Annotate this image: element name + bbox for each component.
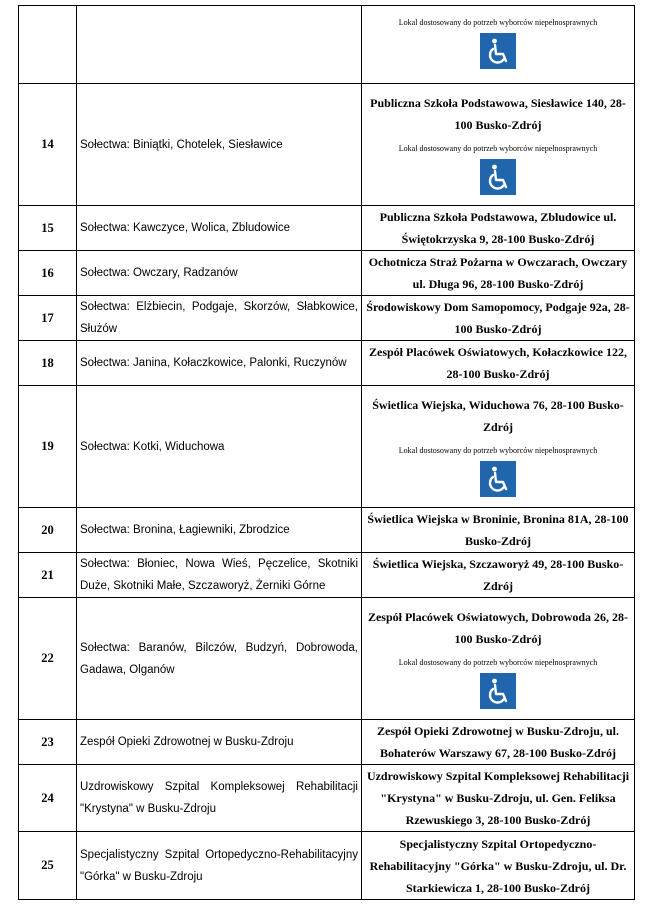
district-area: Sołectwa: Błoniec, Nowa Wieś, Pęczelice, Skotniki Duże, Skotniki Małe, Szczaworyż, Żerniki Górne <box>77 553 362 598</box>
district-area: Sołectwa: Baranów, Bilczów, Budzyń, Dobrowoda, Gadawa, Olganów <box>77 598 362 720</box>
district-number: 25 <box>19 832 77 900</box>
polling-address: Świetlica Wiejska, Widuchowa 76, 28-100 Busko-Zdrój <box>372 397 624 434</box>
district-number: 23 <box>19 720 77 765</box>
polling-location <box>362 84 635 206</box>
table-row <box>19 720 635 765</box>
polling-address: Zespół Opieki Zdrowotnej w Busku-Zdroju, ul. Bohaterów Warszawy 67, 28-100 Busko-Zdrój <box>377 724 619 760</box>
table-row <box>19 508 635 553</box>
polling-address: Świetlica Wiejska w Broninie, Bronina 81A, 28-100 Busko-Zdrój <box>367 512 629 548</box>
polling-location <box>362 598 635 720</box>
polling-address: Świetlica Wiejska, Szczaworyż 49, 28-100 Busko-Zdrój <box>372 557 624 593</box>
wheelchair-icon <box>480 461 516 497</box>
polling-location <box>362 832 635 900</box>
district-area: Sołectwa: Janina, Kołaczkowice, Palonki, Ruczynów <box>77 341 362 386</box>
accessibility-note: Lokal dostosowany do potrzeb wyborców niepełnosprawnych <box>398 657 598 667</box>
district-area: Sołectwa: Kawczyce, Wolica, Zbludowice <box>77 206 362 251</box>
district-area <box>77 6 362 84</box>
district-area: Sołectwa: Owczary, Radzanów <box>77 251 362 296</box>
polling-address: Środowiskowy Dom Samopomocy, Podgaje 92a, 28-100 Busko-Zdrój <box>366 300 630 336</box>
polling-address: Ochotnicza Straż Pożarna w Owczarach, Owczary ul. Długa 96, 28-100 Busko-Zdrój <box>368 255 628 291</box>
polling-location <box>362 508 635 553</box>
district-number <box>19 6 77 84</box>
table-row <box>19 386 635 508</box>
wheelchair-icon <box>480 673 516 709</box>
table-row <box>19 84 635 206</box>
polling-address: Publiczna Szkoła Podstawowa, Siesławice 140, 28-100 Busko-Zdrój <box>370 95 626 132</box>
accessibility-note: Lokal dostosowany do potrzeb wyborców niepełnosprawnych <box>398 445 598 455</box>
district-area: Specjalistyczny Szpital Ortopedyczno-Rehabilitacyjny "Górka" w Busku-Zdroju <box>77 832 362 900</box>
polling-address: Zespół Placówek Oświatowych, Kołaczkowice 122, 28-100 Busko-Zdrój <box>369 345 627 381</box>
district-number: 15 <box>19 206 77 251</box>
polling-location <box>362 6 635 84</box>
table-row <box>19 832 635 900</box>
polling-location <box>362 720 635 765</box>
polling-address: Uzdrowiskowy Szpital Kompleksowej Rehabilitacji "Krystyna" w Busku-Zdroju, ul. Gen. Feliksa Rzewuskiego 3, 28-100 Busko-Zdrój <box>366 769 630 827</box>
district-area: Uzdrowiskowy Szpital Kompleksowej Rehabilitacji "Krystyna" w Busku-Zdroju <box>77 765 362 832</box>
table-row <box>19 341 635 386</box>
table-row <box>19 251 635 296</box>
district-number: 21 <box>19 553 77 598</box>
polling-location <box>362 765 635 832</box>
table-row <box>19 553 635 598</box>
district-number: 22 <box>19 598 77 720</box>
polling-location <box>362 296 635 341</box>
table-row <box>19 598 635 720</box>
polling-location <box>362 206 635 251</box>
district-area: Sołectwa: Elżbiecin, Podgaje, Skorzów, Słabkowice, Służów <box>77 296 362 341</box>
polling-address: Specjalistyczny Szpital Ortopedyczno-Rehabilitacyjny "Górka" w Busku-Zdroju, ul. Dr. Starkiewicza 1, 28-100 Busko-Zdrój <box>369 836 627 895</box>
polling-stations-table <box>18 5 635 900</box>
polling-location <box>362 251 635 296</box>
district-area: Sołectwa: Biniątki, Chotelek, Siesławice <box>77 84 362 206</box>
district-number: 18 <box>19 341 77 386</box>
district-area: Sołectwa: Kotki, Widuchowa <box>77 386 362 508</box>
district-number: 16 <box>19 251 77 296</box>
polling-location <box>362 386 635 508</box>
table-row <box>19 206 635 251</box>
table-row <box>19 765 635 832</box>
accessibility-note: Lokal dostosowany do potrzeb wyborców niepełnosprawnych <box>398 143 598 153</box>
wheelchair-icon <box>480 33 516 69</box>
district-number: 17 <box>19 296 77 341</box>
district-number: 14 <box>19 84 77 206</box>
district-area: Sołectwa: Bronina, Łagiewniki, Zbrodzice <box>77 508 362 553</box>
district-number: 20 <box>19 508 77 553</box>
accessibility-note: Lokal dostosowany do potrzeb wyborców niepełnosprawnych <box>398 17 598 27</box>
district-number: 24 <box>19 765 77 832</box>
polling-address: Zespół Placówek Oświatowych, Dobrowoda 26, 28-100 Busko-Zdrój <box>367 609 629 646</box>
district-area: Zespół Opieki Zdrowotnej w Busku-Zdroju <box>77 720 362 765</box>
polling-location <box>362 341 635 386</box>
polling-address: Publiczna Szkoła Podstawowa, Zbludowice ul. Świętokrzyska 9, 28-100 Busko-Zdrój <box>379 210 617 246</box>
table-row <box>19 296 635 341</box>
wheelchair-icon <box>480 159 516 195</box>
table-row <box>19 6 635 84</box>
district-number: 19 <box>19 386 77 508</box>
polling-location <box>362 553 635 598</box>
